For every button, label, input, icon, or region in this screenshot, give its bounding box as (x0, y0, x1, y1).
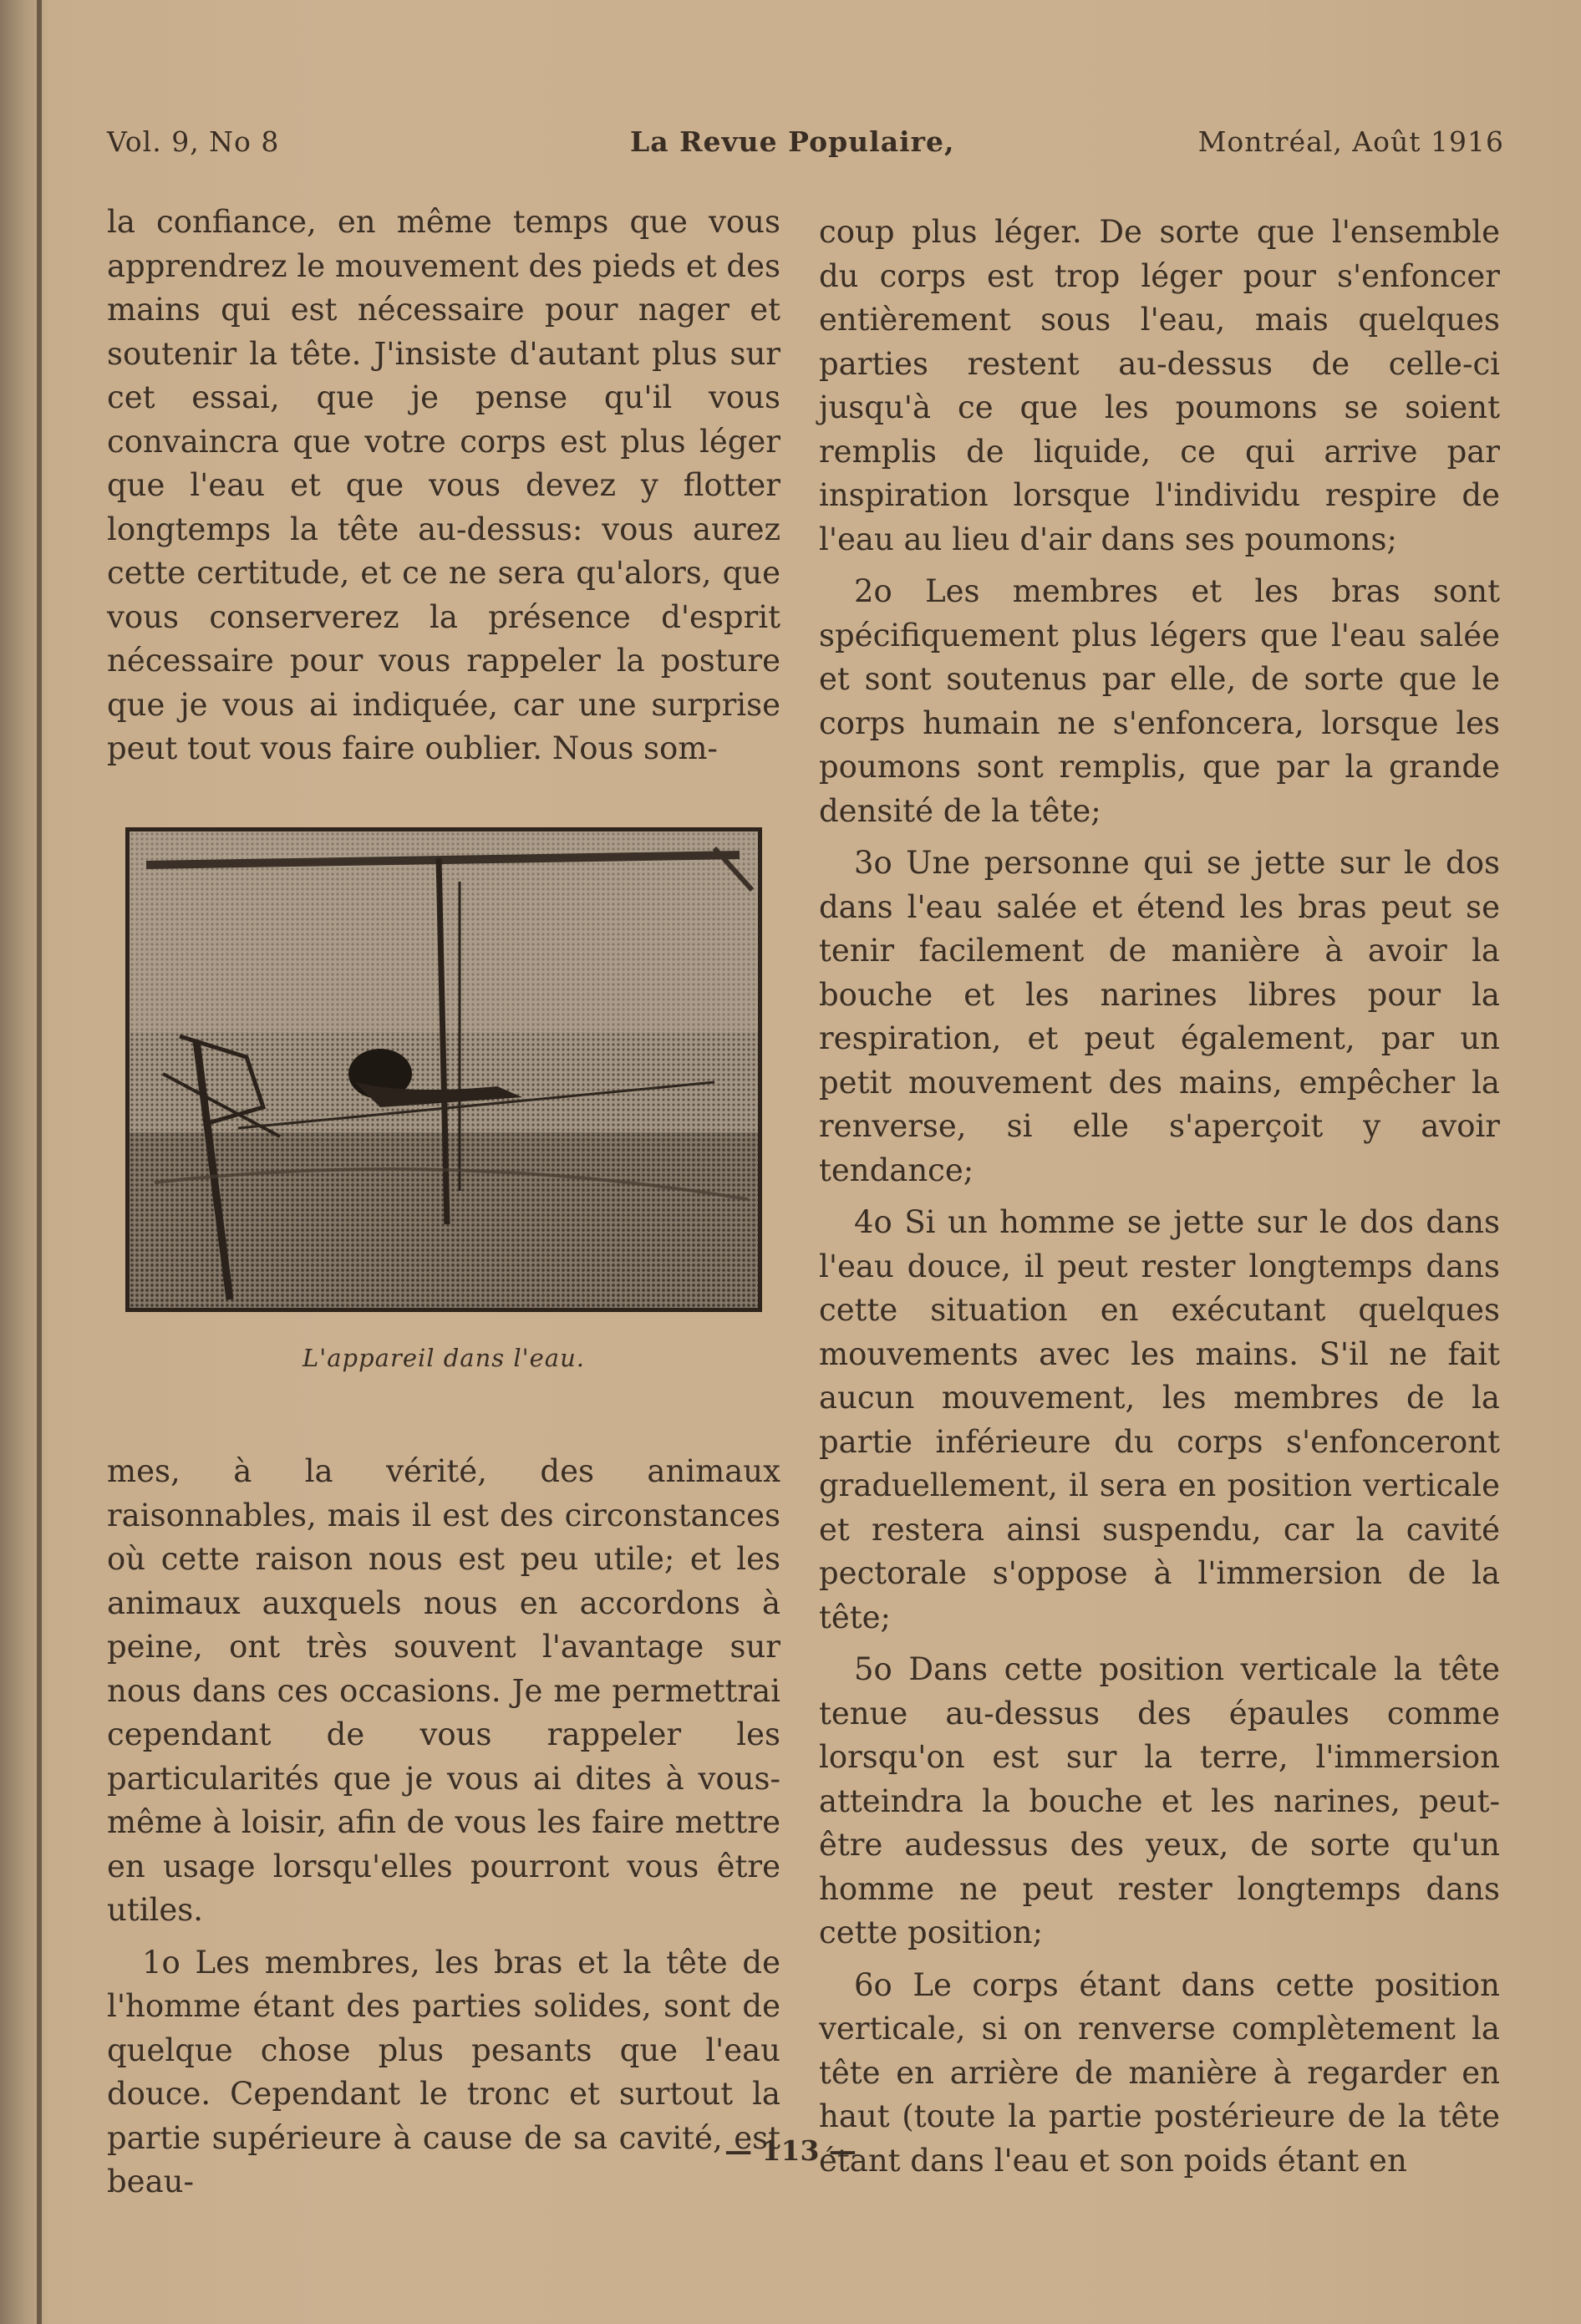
left-column-bottom (107, 1450, 780, 2204)
page-number: — 113 — (724, 2134, 857, 2167)
paragraph: 4o Si un homme se jette sur le dos dans l'eau douce, il peut rester longtemps dans cette situation en exécutant quelques mouvements avec les mains. S'il ne fait aucun mouvement, les membres de la partie inférieure du corps s'enfonceront graduellement, il sera en position verticale et restera ainsi suspendu, car la cavité pectorale s'oppose à l'immersion de la tête; (819, 1204, 1500, 1635)
right-column (819, 211, 1500, 2183)
paragraph: 2o Les membres et les bras sont spécifiquement plus légers que l'eau salée et sont soutenus par elle, de sorte que le corps humain ne s'enfoncera, lorsque les poumons sont remplis, que par la grande densité de la tête; (819, 573, 1500, 829)
paragraph: 1o Les membres, les bras et la tête de l'homme étant des parties solides, sont de quelque chose plus pesants que l'eau douce. Cependant le tronc et surtout la partie supérieure à cause de sa cavité, est beau- (107, 1944, 780, 2199)
header-date: Montréal, Août 1916 (1197, 125, 1504, 158)
apparatus-photo (130, 831, 758, 1308)
paragraph: 6o Le corps étant dans cette position verticale, si on renverse complètement la tête en arrière de manière à regarder en haut (toute la partie postérieure de la tête étant dans l'eau et son poids étant en (819, 1966, 1500, 2179)
paragraph: mes, à la vérité, des animaux raisonnables, mais il est des circonstances où cette raison nous est peu utile; et les animaux auxquels nous en accordons à peine, ont très souvent l'avantage sur nous dans ces occasions. Je me permettrai cependant de vous rappeler les particularités que je vous ai dites à vous-même à loisir, afin de vous les faire mettre en usage lorsqu'elles pourront vous être utiles. (107, 1453, 780, 1928)
running-header (107, 125, 1504, 175)
header-title: La Revue Populaire, (630, 125, 955, 158)
binding-edge (37, 0, 42, 2324)
paragraph: 5o Dans cette position verticale la tête tenue au-dessus des épaules comme lorsqu'on est sur la terre, l'immersion atteindra la bouche et les narines, peut-être audessus des yeux, de sorte qu'un homme ne peut rester longtemps dans cette position; (819, 1651, 1500, 1950)
paragraph: 3o Une personne qui se jette sur le dos dans l'eau salée et étend les bras peut se tenir facilement de manière à avoir la bouche et les narines libres pour la respiration, et peut également, par un petit mouvement des mains, empêcher la renverse, si elle s'aperçoit y avoir tendance; (819, 845, 1500, 1188)
figure-caption: L'appareil dans l'eau. (302, 1344, 585, 1372)
photo-figure (125, 827, 762, 1312)
left-column-top (107, 201, 780, 771)
header-volume: Vol. 9, No 8 (107, 125, 280, 158)
paragraph: coup plus léger. De sorte que l'ensemble du corps est trop léger pour s'enfoncer entièrement sous l'eau, mais quelques parties restent au-dessus de celle-ci jusqu'à ce que les poumons se soient remplis de liquide, ce qui arrive par inspiration lorsque l'individu respire de l'eau au lieu d'air dans ses poumons; (819, 214, 1500, 557)
paragraph: la confiance, en même temps que vous apprendrez le mouvement des pieds et des mains qui est nécessaire pour nager et soutenir la tête. J'insiste d'autant plus sur cet essai, que je pense qu'il vous convaincra que votre corps est plus léger que l'eau et que vous devez y flotter longtemps la tête au-dessus: vous aurez cette certitude, et ce ne sera qu'alors, que vous conserverez la présence d'esprit nécessaire pour vous rappeler la posture que je vous ai indiquée, car une surprise peut tout vous faire oublier. Nous som- (107, 204, 780, 766)
